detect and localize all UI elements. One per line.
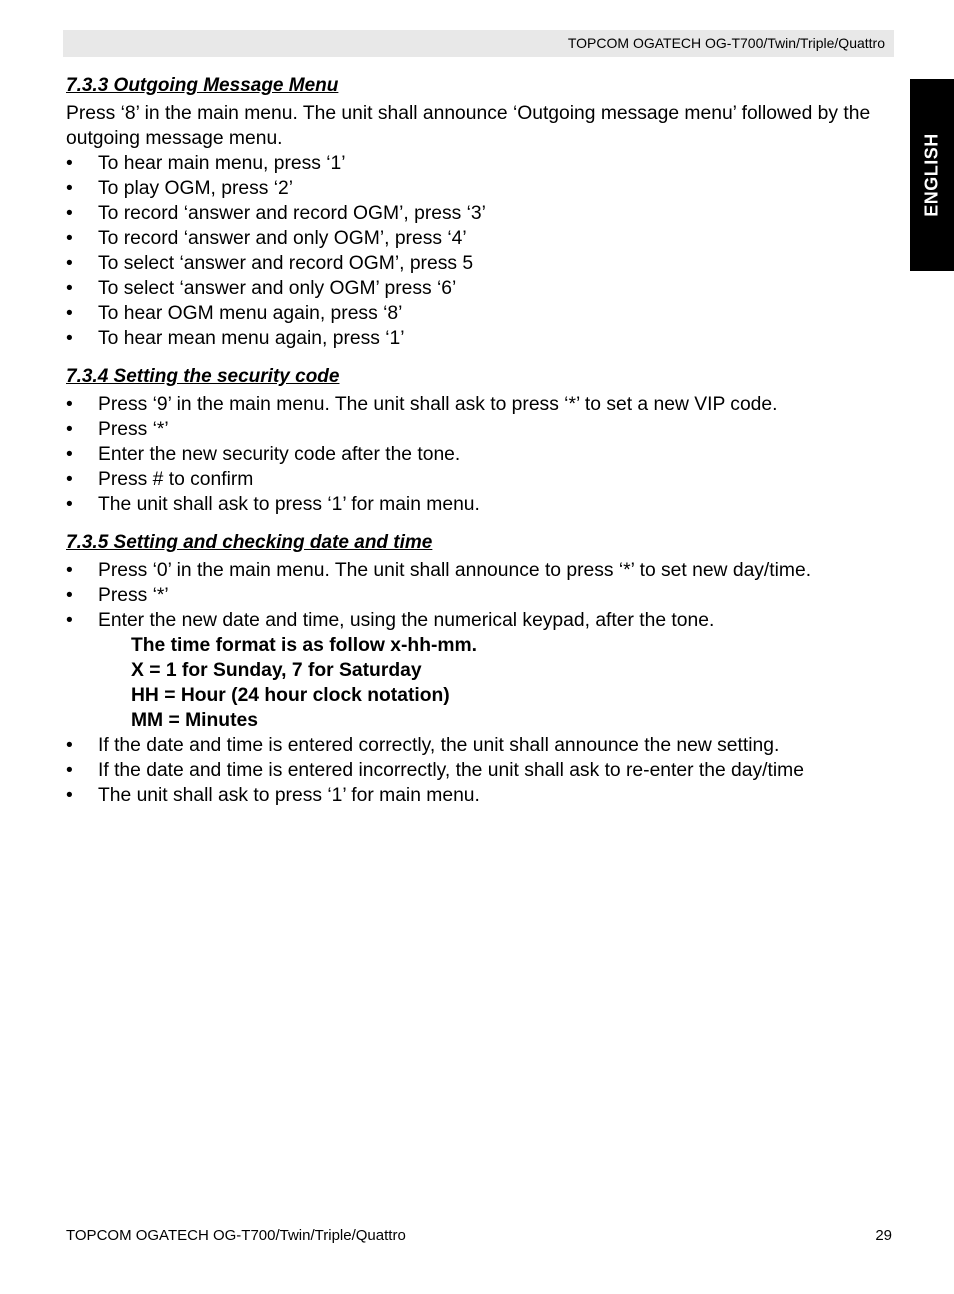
bullet-icon: • — [66, 419, 73, 440]
format-line: HH = Hour (24 hour clock notation) — [131, 685, 450, 706]
bullet-icon: • — [66, 303, 73, 324]
list-item: • To hear mean menu again, press ‘1’ — [66, 328, 405, 349]
section-heading: 7.3.3 Outgoing Message Menu — [66, 75, 339, 96]
format-line: MM = Minutes — [131, 710, 258, 731]
bullet-list — [66, 558, 896, 633]
list-item: • To hear main menu, press ‘1’ — [66, 153, 346, 174]
list-item: • Press ‘*’ — [66, 585, 169, 606]
bullet-icon: • — [66, 585, 73, 606]
format-line: The time format is as follow x-hh-mm. — [131, 635, 478, 656]
list-item: • Press ‘*’ — [66, 419, 169, 440]
time-format-block — [66, 633, 896, 733]
section-outgoing-message-menu — [66, 74, 896, 351]
list-item: • The unit shall ask to press ‘1’ for main menu. — [66, 494, 480, 515]
section-date-time — [66, 531, 896, 808]
section-security-code — [66, 365, 896, 517]
bullet-icon: • — [66, 178, 73, 199]
language-tab — [910, 79, 954, 271]
list-item: • To play OGM, press ‘2’ — [66, 178, 294, 199]
bullet-icon: • — [66, 328, 73, 349]
bullet-icon: • — [66, 444, 73, 465]
list-item: • To record ‘answer and record OGM’, press ‘3’ — [66, 203, 486, 224]
bullet-icon: • — [66, 735, 73, 756]
list-item: • Press ‘9’ in the main menu. The unit shall ask to press ‘*’ to set a new VIP code. — [66, 394, 778, 415]
list-item: • Enter the new date and time, using the numerical keypad, after the tone. — [66, 610, 715, 631]
bullet-list — [66, 151, 896, 351]
bullet-icon: • — [66, 760, 73, 781]
footer-title: TOPCOM OGATECH OG-T700/Twin/Triple/Quattro — [66, 1227, 406, 1244]
list-item: • If the date and time is entered incorrectly, the unit shall ask to re-enter the day/time — [66, 760, 804, 781]
page-header-bar — [63, 30, 894, 57]
list-item: • The unit shall ask to press ‘1’ for main menu. — [66, 785, 480, 806]
bullet-icon: • — [66, 203, 73, 224]
bullet-icon: • — [66, 469, 73, 490]
section-intro: Press ‘8’ in the main menu. The unit shall announce ‘Outgoing message menu’ followed by the outgoing message menu. — [66, 103, 871, 149]
bullet-icon: • — [66, 153, 73, 174]
bullet-icon: • — [66, 278, 73, 299]
bullet-list — [66, 392, 896, 517]
bullet-icon: • — [66, 560, 73, 581]
page-content — [66, 74, 896, 822]
bullet-list — [66, 733, 896, 808]
list-item: • To record ‘answer and only OGM’, press ‘4’ — [66, 228, 467, 249]
bullet-icon: • — [66, 394, 73, 415]
list-item: • Enter the new security code after the tone. — [66, 444, 461, 465]
list-item: • Press ‘0’ in the main menu. The unit shall announce to press ‘*’ to set new day/time. — [66, 560, 812, 581]
page-number: 29 — [875, 1227, 892, 1244]
bullet-icon: • — [66, 228, 73, 249]
bullet-icon: • — [66, 610, 73, 631]
header-title: TOPCOM OGATECH OG-T700/Twin/Triple/Quattro — [567, 35, 885, 51]
list-item: • To select ‘answer and record OGM’, press 5 — [66, 253, 474, 274]
list-item: • To hear OGM menu again, press ‘8’ — [66, 303, 403, 324]
bullet-icon: • — [66, 494, 73, 515]
bullet-icon: • — [66, 253, 73, 274]
list-item: • To select ‘answer and only OGM’ press ‘6’ — [66, 278, 457, 299]
section-heading: 7.3.5 Setting and checking date and time — [66, 532, 433, 553]
section-heading: 7.3.4 Setting the security code — [66, 366, 340, 387]
format-line: X = 1 for Sunday, 7 for Saturday — [131, 660, 422, 681]
list-item: • Press # to confirm — [66, 469, 254, 490]
bullet-icon: • — [66, 785, 73, 806]
language-tab-label: ENGLISH — [921, 133, 942, 217]
list-item: • If the date and time is entered correctly, the unit shall announce the new setting. — [66, 735, 780, 756]
